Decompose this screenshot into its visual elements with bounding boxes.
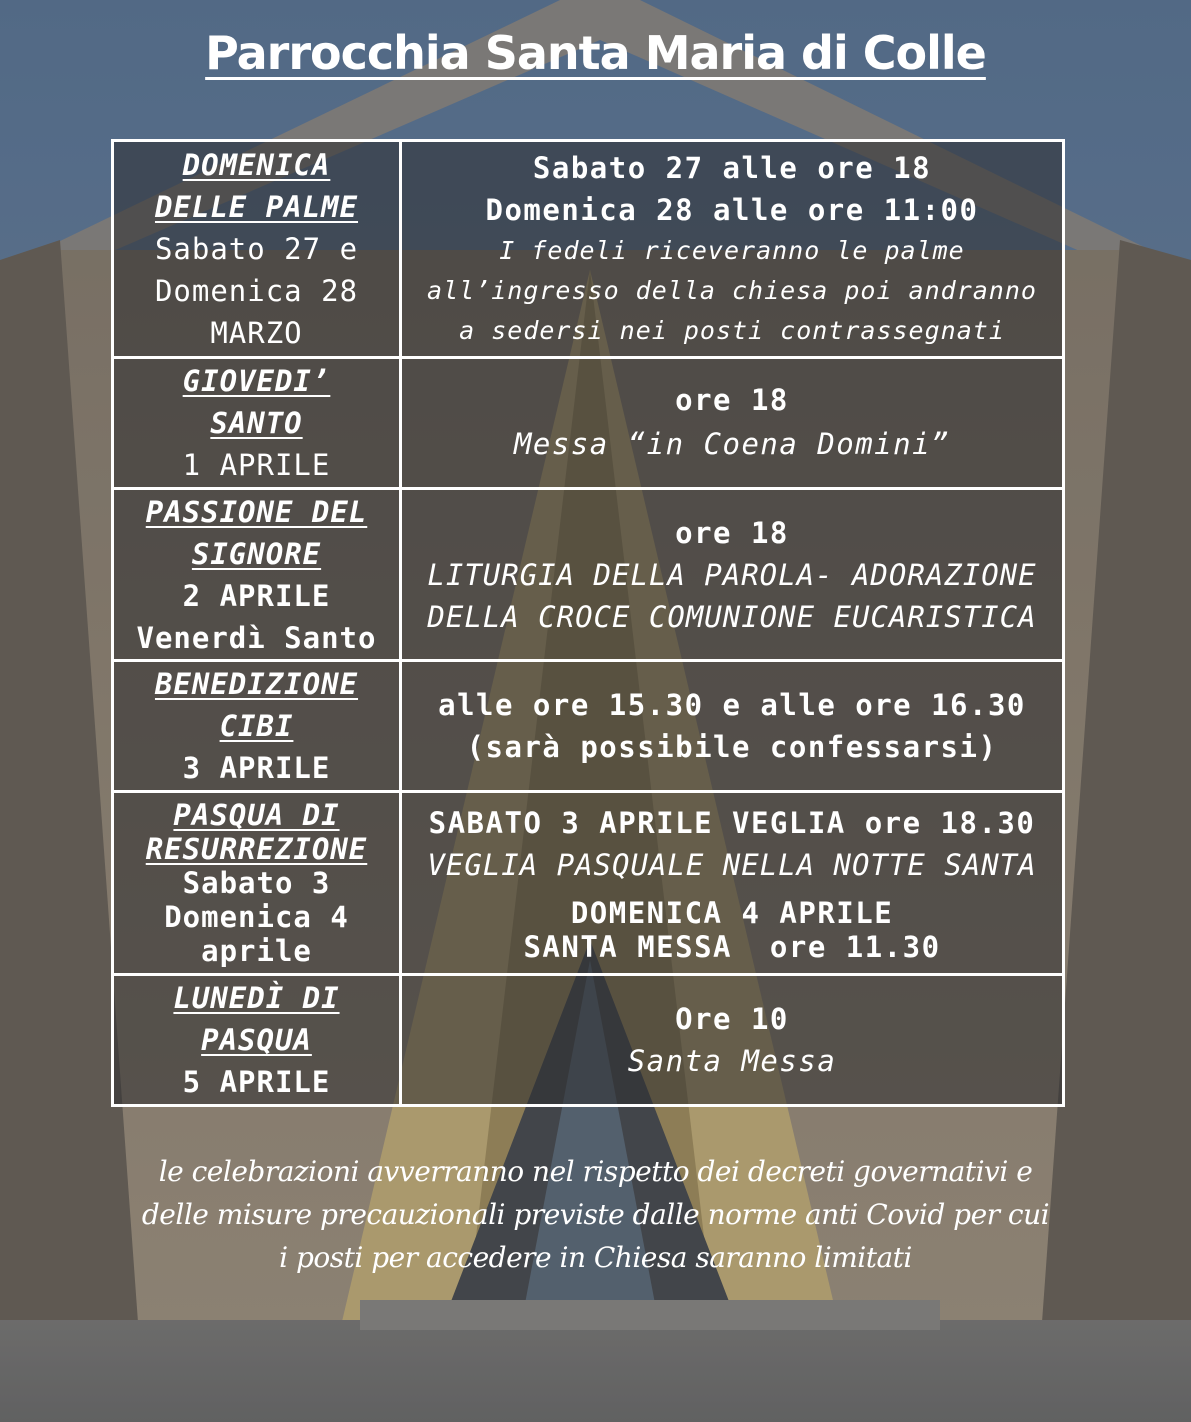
event-note: I fedeli riceveranno le palme <box>499 236 965 265</box>
day-cell <box>113 975 401 1106</box>
table-row <box>113 975 1064 1106</box>
day-date: 5 APRILE <box>182 1065 331 1099</box>
day-heading: SANTO <box>210 406 303 440</box>
event-note: VEGLIA PASQUALE NELLA NOTTE SANTA <box>427 848 1037 882</box>
day-heading: CIBI <box>219 709 294 743</box>
day-heading: PASQUA <box>201 1023 312 1057</box>
day-date: 1 APRILE <box>182 448 331 482</box>
day-heading: GIOVEDI’ <box>182 364 331 398</box>
day-heading: PASSIONE DEL <box>145 494 368 529</box>
day-heading: DELLE PALME <box>154 190 359 224</box>
day-date: 3 APRILE <box>182 751 331 785</box>
day-cell <box>113 358 401 489</box>
page-title: Parrocchia Santa Maria di Colle <box>205 26 986 80</box>
table-row <box>113 358 1064 489</box>
table-row <box>113 489 1064 661</box>
day-date: aprile <box>201 934 312 968</box>
schedule-table <box>111 139 1065 1107</box>
table-row <box>113 141 1064 358</box>
table-row <box>113 792 1064 975</box>
day-date: Domenica 4 <box>164 900 349 934</box>
day-date: Sabato 27 e <box>154 232 359 266</box>
event-time: Sabato 27 alle ore 18 <box>532 151 932 185</box>
notice-line: i posti per accedere in Chiesa saranno limitati <box>279 1241 912 1274</box>
day-date: 2 APRILE <box>182 578 331 613</box>
event-cell <box>401 792 1064 975</box>
day-heading: DOMENICA <box>182 148 331 182</box>
day-cell <box>113 489 401 661</box>
day-date: Venerdì Santo <box>136 620 377 655</box>
day-heading: SIGNORE <box>191 536 322 571</box>
event-cell <box>401 358 1064 489</box>
event-note: Messa “in Coena Domini” <box>513 427 951 461</box>
day-heading: RESURREZIONE <box>145 832 368 866</box>
event-note: all’ingresso della chiesa poi andranno <box>427 276 1037 305</box>
day-cell <box>113 141 401 358</box>
notice-line: le celebrazioni avverranno nel rispetto dei decreti governativi e <box>158 1155 1033 1188</box>
event-time: ore 18 <box>675 515 789 550</box>
event-cell <box>401 975 1064 1106</box>
day-cell <box>113 661 401 792</box>
event-time: SABATO 3 APRILE VEGLIA ore 18.30 <box>428 806 1036 840</box>
day-cell <box>113 792 401 975</box>
event-time: ore 18 <box>675 383 789 417</box>
event-time: alle ore 15.30 e alle ore 16.30 <box>438 688 1026 722</box>
day-date: Domenica 28 <box>154 274 359 308</box>
day-heading: PASQUA DI <box>173 798 340 832</box>
day-date: MARZO <box>210 316 303 350</box>
event-time: (sarà possibile confessarsi) <box>466 730 998 764</box>
day-heading: BENEDIZIONE <box>154 667 359 701</box>
notice-line: delle misure precauzionali previste dalle norme anti Covid per cui <box>141 1198 1050 1231</box>
event-time: DOMENICA 4 APRILE <box>570 896 894 930</box>
event-time: SANTA MESSA ore 11.30 <box>523 930 941 964</box>
event-time: Ore 10 <box>675 1002 789 1036</box>
event-note: Santa Messa <box>627 1044 837 1078</box>
event-cell <box>401 489 1064 661</box>
covid-notice <box>0 1150 1191 1279</box>
event-note: LITURGIA DELLA PAROLA- ADORAZIONE <box>427 557 1037 592</box>
day-heading: LUNEDÌ DI <box>173 981 340 1015</box>
event-cell <box>401 141 1064 358</box>
day-date: Sabato 3 <box>182 866 331 900</box>
event-note: a sedersi nei posti contrassegnati <box>459 316 1005 345</box>
event-note: DELLA CROCE COMUNIONE EUCARISTICA <box>427 599 1037 634</box>
event-time: Domenica 28 alle ore 11:00 <box>485 193 979 227</box>
table-row <box>113 661 1064 792</box>
event-cell <box>401 661 1064 792</box>
